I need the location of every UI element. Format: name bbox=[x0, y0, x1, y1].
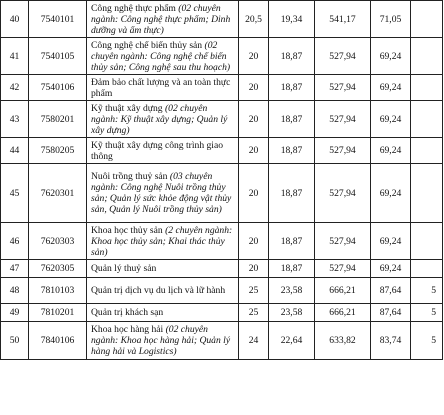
program-name: Nuôi trồng thuỷ sản bbox=[91, 171, 170, 182]
specialization-note: (2 chuyên ngành: Khoa học thủy sản; Khai thác thủy sản) bbox=[91, 224, 233, 258]
score-1200-cell: 527,94 bbox=[315, 38, 371, 75]
table-row bbox=[1, 223, 443, 260]
score-cell: 25 bbox=[239, 278, 269, 304]
program-code-cell: 7840106 bbox=[29, 322, 87, 360]
score-10-cell: 18,87 bbox=[269, 101, 315, 138]
program-name-cell bbox=[87, 322, 239, 360]
score-10-cell: 23,58 bbox=[269, 278, 315, 304]
program-code-cell: 7580201 bbox=[29, 101, 87, 138]
program-name: Khoa học thủy sản bbox=[91, 224, 166, 236]
program-code-cell: 7540105 bbox=[29, 38, 87, 75]
score-10-cell: 18,87 bbox=[269, 164, 315, 223]
score-10-cell: 18,87 bbox=[269, 75, 315, 101]
table-row bbox=[1, 278, 443, 304]
score-10-cell: 22,64 bbox=[269, 322, 315, 360]
program-name-cell bbox=[87, 138, 239, 164]
program-name-cell bbox=[87, 1, 239, 38]
extra-cell: 5 bbox=[411, 322, 443, 360]
row-number-cell: 43 bbox=[1, 101, 29, 138]
score-cell: 20 bbox=[239, 101, 269, 138]
score-cell: 20 bbox=[239, 223, 269, 260]
score-1200-cell: 527,94 bbox=[315, 138, 371, 164]
extra-cell bbox=[411, 260, 443, 278]
score-100-cell: 69,24 bbox=[371, 223, 411, 260]
score-1200-cell: 541,17 bbox=[315, 1, 371, 38]
score-cell: 20 bbox=[239, 260, 269, 278]
row-number-cell: 49 bbox=[1, 304, 29, 322]
score-cell: 24 bbox=[239, 322, 269, 360]
extra-cell bbox=[411, 38, 443, 75]
row-number-cell: 45 bbox=[1, 164, 29, 223]
score-1200-cell: 527,94 bbox=[315, 223, 371, 260]
program-code-cell: 7810201 bbox=[29, 304, 87, 322]
score-100-cell: 69,24 bbox=[371, 75, 411, 101]
score-1200-cell: 527,94 bbox=[315, 75, 371, 101]
program-code-cell: 7620303 bbox=[29, 223, 87, 260]
score-100-cell: 87,64 bbox=[371, 278, 411, 304]
row-number-cell: 40 bbox=[1, 1, 29, 38]
extra-cell bbox=[411, 101, 443, 138]
program-name-cell bbox=[87, 38, 239, 75]
program-name-cell bbox=[87, 278, 239, 304]
table-row bbox=[1, 322, 443, 360]
extra-cell bbox=[411, 75, 443, 101]
extra-cell bbox=[411, 138, 443, 164]
score-1200-cell: 527,94 bbox=[315, 101, 371, 138]
extra-cell: 5 bbox=[411, 278, 443, 304]
score-100-cell: 69,24 bbox=[371, 138, 411, 164]
table-row bbox=[1, 1, 443, 38]
score-cell: 20 bbox=[239, 75, 269, 101]
score-100-cell: 71,05 bbox=[371, 1, 411, 38]
program-code-cell: 7810103 bbox=[29, 278, 87, 304]
row-number-cell: 48 bbox=[1, 278, 29, 304]
specialization-note: (02 chuyên ngành: Kỹ thuật xây dựng; Quản lý xây dựng) bbox=[91, 102, 228, 136]
score-10-cell: 18,87 bbox=[269, 138, 315, 164]
program-name-cell bbox=[87, 304, 239, 322]
table-row bbox=[1, 260, 443, 278]
program-code-cell: 7620305 bbox=[29, 260, 87, 278]
table-row bbox=[1, 304, 443, 322]
score-1200-cell: 666,21 bbox=[315, 278, 371, 304]
program-name-cell bbox=[87, 101, 239, 138]
table-row bbox=[1, 164, 443, 223]
extra-cell bbox=[411, 1, 443, 38]
program-name: Công nghệ thực phẩm bbox=[91, 2, 179, 14]
table-row bbox=[1, 38, 443, 75]
program-name-cell bbox=[87, 260, 239, 278]
score-cell: 20,5 bbox=[239, 1, 269, 38]
program-name: Quản trị khách sạn bbox=[91, 307, 164, 318]
row-number-cell: 50 bbox=[1, 322, 29, 360]
score-100-cell: 83,74 bbox=[371, 322, 411, 360]
row-number-cell: 42 bbox=[1, 75, 29, 101]
table-body bbox=[1, 1, 443, 360]
table-row bbox=[1, 138, 443, 164]
row-number-cell: 47 bbox=[1, 260, 29, 278]
extra-cell bbox=[411, 223, 443, 260]
program-name: Kỹ thuật xây dựng bbox=[91, 102, 165, 114]
score-10-cell: 19,34 bbox=[269, 1, 315, 38]
score-1200-cell: 527,94 bbox=[315, 164, 371, 223]
score-10-cell: 23,58 bbox=[269, 304, 315, 322]
score-cell: 20 bbox=[239, 138, 269, 164]
program-name: Công nghệ chế biến thủy sản bbox=[91, 39, 205, 51]
row-number-cell: 44 bbox=[1, 138, 29, 164]
score-100-cell: 87,64 bbox=[371, 304, 411, 322]
program-code-cell: 7540101 bbox=[29, 1, 87, 38]
score-cell: 20 bbox=[239, 164, 269, 223]
program-name: Kỹ thuật xây dựng công trình giao thông bbox=[91, 139, 224, 162]
score-100-cell: 69,24 bbox=[371, 101, 411, 138]
program-code-cell: 7580205 bbox=[29, 138, 87, 164]
row-number-cell: 46 bbox=[1, 223, 29, 260]
program-code-cell: 7540106 bbox=[29, 75, 87, 101]
score-10-cell: 18,87 bbox=[269, 38, 315, 75]
program-name-cell bbox=[87, 164, 239, 223]
program-name-cell bbox=[87, 223, 239, 260]
extra-cell: 5 bbox=[411, 304, 443, 322]
specialization-note: (02 chuyên ngành: Công nghệ thực phẩm; Dinh dưỡng và ẩm thực) bbox=[91, 2, 231, 36]
table-row bbox=[1, 101, 443, 138]
score-10-cell: 18,87 bbox=[269, 260, 315, 278]
specialization-note: (02 chuyên ngành: Công nghệ chế biến thủy sản; Công nghệ sau thu hoạch) bbox=[91, 39, 231, 73]
score-100-cell: 69,24 bbox=[371, 38, 411, 75]
program-name: Quản trị dịch vụ du lịch và lữ hành bbox=[91, 285, 226, 296]
program-name: Quản lý thuỷ sản bbox=[91, 263, 157, 274]
program-name: Khoa học hàng hải bbox=[91, 324, 166, 335]
row-number-cell: 41 bbox=[1, 38, 29, 75]
program-name: Đảm bảo chất lượng và an toàn thực phẩm bbox=[91, 76, 231, 99]
specialization-note: (02 chuyên ngành: Khoa học hàng hải; Quản lý hàng hải và Logistics) bbox=[91, 324, 231, 357]
score-100-cell: 69,24 bbox=[371, 260, 411, 278]
score-100-cell: 69,24 bbox=[371, 164, 411, 223]
table-row bbox=[1, 75, 443, 101]
extra-cell bbox=[411, 164, 443, 223]
score-1200-cell: 527,94 bbox=[315, 260, 371, 278]
score-10-cell: 18,87 bbox=[269, 223, 315, 260]
score-cell: 20 bbox=[239, 38, 269, 75]
score-cell: 25 bbox=[239, 304, 269, 322]
score-1200-cell: 666,21 bbox=[315, 304, 371, 322]
program-code-cell: 7620301 bbox=[29, 164, 87, 223]
specialization-note: (03 chuyên ngành: Công nghệ Nuôi trồng thủy sản; Quản lý sức khỏe động vật thủy sản, Quản lý Nuôi trồng thủy sản) bbox=[91, 171, 232, 215]
program-name-cell bbox=[87, 75, 239, 101]
score-1200-cell: 633,82 bbox=[315, 322, 371, 360]
